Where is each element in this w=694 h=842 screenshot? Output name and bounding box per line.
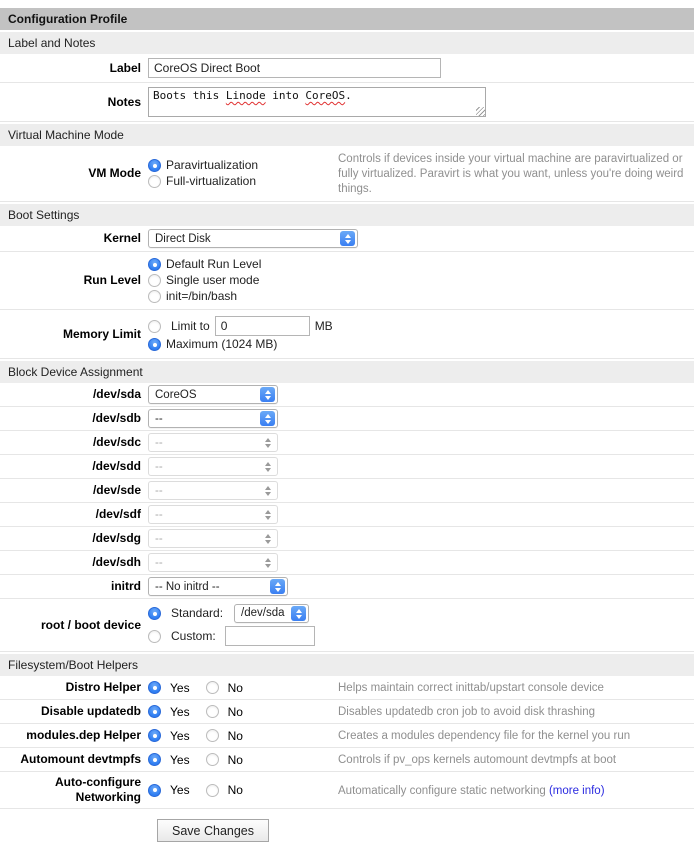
vm-mode-help-text: Controls if devices inside your virtual machine are paravirtualized or fully virtualized. Paravirt is what you want, unless you're doing weird things.	[338, 153, 684, 195]
root-device-custom-input[interactable]	[225, 626, 315, 646]
dev-sdc-label: /dev/sdc	[92, 435, 141, 449]
modules-dep-helper-row: modules.dep Helper Yes No Creates a modules dependency file for the kernel you run	[0, 724, 694, 748]
select-stepper-icon	[291, 606, 306, 621]
select-stepper-icon	[260, 411, 275, 426]
section-virtual-machine-mode: Virtual Machine Mode	[0, 124, 694, 146]
distro-helper-row: Distro Helper Yes No Helps maintain correct inittab/upstart console device	[0, 676, 694, 700]
select-stepper-icon	[260, 531, 275, 546]
root-device-option-standard[interactable]: Standard: /dev/sda	[148, 604, 694, 623]
memory-limit-option-maximum[interactable]: Maximum (1024 MB)	[148, 337, 694, 352]
label-row	[0, 54, 694, 83]
radio-unselected-icon[interactable]	[148, 320, 161, 333]
dev-sdd-label: /dev/sdd	[92, 459, 141, 473]
distro-helper-label: Distro Helper	[65, 680, 141, 694]
dev-sdb-label: /dev/sdb	[92, 411, 141, 425]
dev-sdh-select: --	[148, 553, 278, 572]
radio-unselected-icon[interactable]	[148, 175, 161, 188]
dev-sde-label: /dev/sde	[92, 483, 141, 497]
vm-mode-option-paravirtualization[interactable]: Paravirtualization	[148, 158, 338, 173]
root-device-standard-select[interactable]: /dev/sda	[234, 604, 309, 623]
section-filesystem-boot-helpers: Filesystem/Boot Helpers	[0, 654, 694, 676]
radio-unselected-icon[interactable]	[148, 274, 161, 287]
notes-textarea[interactable]	[148, 87, 486, 117]
root-boot-device-label: root / boot device	[40, 617, 141, 632]
dev-sdd-select: --	[148, 457, 278, 476]
automount-devtmpfs-row: Automount devtmpfs Yes No Controls if pv_ops kernels automount devtmpfs at boot	[0, 748, 694, 772]
dev-sdb-row	[0, 407, 694, 431]
dev-sdf-label: /dev/sdf	[95, 507, 141, 521]
dev-sdb-select[interactable]: --	[148, 409, 278, 428]
radio-unselected-icon[interactable]	[206, 705, 219, 718]
dev-sdf-row	[0, 503, 694, 527]
disable-updatedb-help-text: Disables updatedb cron job to avoid disk thrashing	[338, 706, 595, 718]
section-boot-settings: Boot Settings	[0, 204, 694, 226]
memory-limit-option-limit-to[interactable]: Limit to 0 MB	[148, 316, 694, 336]
radio-selected-icon[interactable]	[148, 681, 161, 694]
initrd-label: initrd	[111, 579, 141, 593]
memory-limit-input[interactable]	[215, 316, 310, 336]
dev-sda-label: /dev/sda	[92, 387, 141, 401]
dev-sdh-label: /dev/sdh	[92, 555, 141, 569]
run-level-label: Run Level	[83, 273, 141, 287]
select-stepper-icon	[260, 483, 275, 498]
dev-sda-row	[0, 383, 694, 407]
radio-selected-icon[interactable]	[148, 705, 161, 718]
select-stepper-icon	[270, 579, 285, 594]
auto-configure-networking-help-text: Automatically configure static networking (more info)	[338, 784, 605, 797]
run-level-option-default[interactable]: Default Run Level	[148, 257, 694, 272]
more-info-link[interactable]: (more info)	[548, 784, 605, 797]
radio-selected-icon[interactable]	[148, 159, 161, 172]
initrd-select[interactable]: -- No initrd --	[148, 577, 288, 596]
vm-mode-row	[0, 146, 694, 202]
initrd-row	[0, 575, 694, 599]
save-changes-button[interactable]: Save Changes	[157, 819, 269, 842]
dev-sdg-label: /dev/sdg	[92, 531, 141, 545]
dev-sda-select[interactable]: CoreOS	[148, 385, 278, 404]
radio-unselected-icon[interactable]	[206, 681, 219, 694]
kernel-label: Kernel	[103, 231, 141, 245]
dev-sdh-row	[0, 551, 694, 575]
select-stepper-icon	[260, 507, 275, 522]
root-boot-device-row	[0, 599, 694, 652]
run-level-option-single-user[interactable]: Single user mode	[148, 273, 694, 288]
radio-unselected-icon[interactable]	[206, 753, 219, 766]
dev-sdg-row	[0, 527, 694, 551]
disable-updatedb-label: Disable updatedb	[40, 704, 141, 718]
dev-sde-select: --	[148, 481, 278, 500]
notes-text: Boots this Linode into CoreOS.	[153, 89, 352, 102]
select-stepper-icon	[260, 387, 275, 402]
radio-selected-icon[interactable]	[148, 607, 161, 620]
radio-unselected-icon[interactable]	[148, 290, 161, 303]
select-stepper-icon	[340, 231, 355, 246]
radio-selected-icon[interactable]	[148, 258, 161, 271]
dev-sdd-row	[0, 455, 694, 479]
vm-mode-option-full-virtualization[interactable]: Full-virtualization	[148, 174, 338, 189]
page-title: Configuration Profile	[0, 8, 694, 30]
notes-field-label: Notes	[107, 94, 141, 109]
section-label-and-notes: Label and Notes	[0, 32, 694, 54]
select-stepper-icon	[260, 555, 275, 570]
select-stepper-icon	[260, 435, 275, 450]
dev-sde-row	[0, 479, 694, 503]
root-device-option-custom[interactable]: Custom:	[148, 626, 694, 646]
auto-configure-networking-row: Auto-configure Networking Yes No Automatically configure static networking (more info)	[0, 772, 694, 809]
kernel-select[interactable]: Direct Disk	[148, 229, 358, 248]
radio-unselected-icon[interactable]	[206, 784, 219, 797]
radio-selected-icon[interactable]	[148, 729, 161, 742]
notes-row	[0, 83, 694, 122]
dev-sdf-select: --	[148, 505, 278, 524]
label-field-label: Label	[109, 60, 141, 75]
vm-mode-label: VM Mode	[88, 166, 141, 180]
modules-dep-helper-label: modules.dep Helper	[26, 728, 141, 742]
select-stepper-icon	[260, 459, 275, 474]
resize-handle-icon[interactable]	[476, 107, 485, 116]
radio-unselected-icon[interactable]	[206, 729, 219, 742]
dev-sdc-select: --	[148, 433, 278, 452]
section-block-device-assignment: Block Device Assignment	[0, 361, 694, 383]
dev-sdc-row	[0, 431, 694, 455]
run-level-row	[0, 252, 694, 310]
automount-devtmpfs-help-text: Controls if pv_ops kernels automount devtmpfs at boot	[338, 754, 617, 766]
disable-updatedb-row: Disable updatedb Yes No Disables updatedb cron job to avoid disk thrashing	[0, 700, 694, 724]
run-level-option-init-bin-bash[interactable]: init=/bin/bash	[148, 289, 694, 304]
automount-devtmpfs-label: Automount devtmpfs	[20, 752, 141, 766]
distro-helper-help-text: Helps maintain correct inittab/upstart console device	[338, 682, 604, 694]
auto-configure-networking-label: Auto-configure Networking	[55, 775, 141, 804]
modules-dep-helper-help-text: Creates a modules dependency file for the kernel you run	[338, 730, 631, 742]
radio-selected-icon[interactable]	[148, 784, 161, 797]
radio-unselected-icon[interactable]	[148, 630, 161, 643]
kernel-row	[0, 226, 694, 252]
memory-limit-row	[0, 310, 694, 359]
label-input[interactable]	[148, 58, 441, 78]
radio-selected-icon[interactable]	[148, 338, 161, 351]
memory-limit-label: Memory Limit	[62, 326, 141, 341]
radio-selected-icon[interactable]	[148, 753, 161, 766]
memory-unit-label: MB	[314, 318, 333, 333]
dev-sdg-select: --	[148, 529, 278, 548]
